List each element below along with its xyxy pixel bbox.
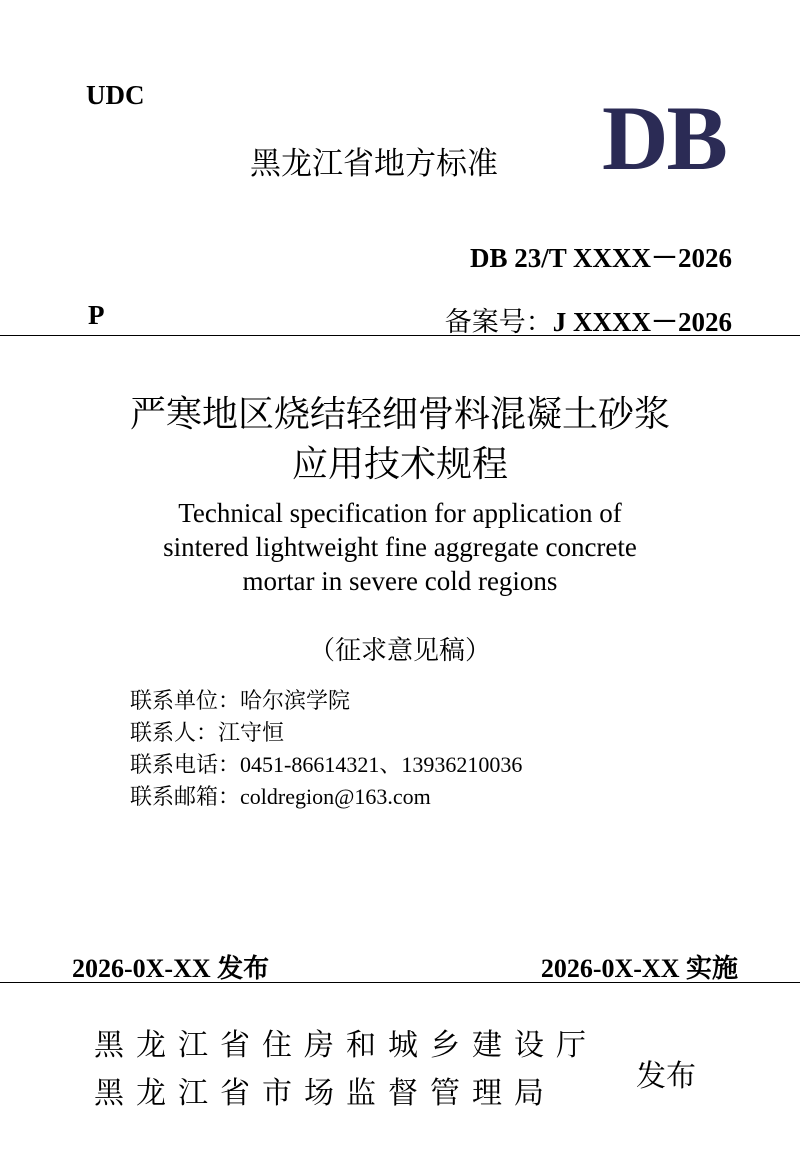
contact-person-label: 联系人：	[130, 721, 219, 746]
title-en-line-1: Technical specification for application of	[178, 498, 622, 528]
bottom-divider	[0, 982, 800, 983]
title-cn-line-2: 应用技术规程	[291, 444, 508, 485]
contact-email-value: coldregion@163.com	[240, 784, 431, 809]
contact-email	[130, 780, 431, 811]
issue-label: 发布	[217, 954, 270, 984]
authority-2: 黑龙江省市场监督管理局	[94, 1076, 556, 1111]
udc-label: UDC	[86, 80, 145, 110]
issue-date-value: 2026-0X-XX	[72, 954, 211, 983]
contact-phone-value: 0451-86614321、13936210036	[240, 752, 523, 777]
publish-label: 发布	[636, 1059, 696, 1094]
title-en-line-2: sintered lightweight fine aggregate concrete	[163, 532, 637, 562]
authority-1: 黑龙江省住房和城乡建设厅	[94, 1028, 598, 1063]
contact-unit-label: 联系单位：	[130, 689, 241, 714]
implement-date	[541, 948, 738, 985]
contact-phone	[130, 748, 522, 779]
standard-number: DB 23/T XXXX－2026	[469, 243, 732, 273]
title-en-line-3: mortar in severe cold regions	[242, 566, 558, 596]
standard-type: 黑龙江省地方标准	[250, 146, 498, 182]
record-label: 备案号：	[444, 307, 553, 338]
implement-date-value: 2026-0X-XX	[540, 954, 680, 983]
record-value: J XXXX－2026	[552, 307, 732, 337]
contact-phone-label: 联系电话：	[130, 753, 241, 778]
implement-label: 实施	[685, 954, 738, 984]
top-divider	[0, 335, 800, 336]
issue-date	[72, 948, 269, 985]
title-cn-line-1: 严寒地区烧结轻细骨料混凝土砂浆	[129, 394, 670, 435]
draft-status: （征求意见稿）	[308, 636, 491, 666]
db-logo: DB	[602, 87, 726, 189]
record-number	[445, 300, 732, 339]
contact-person	[130, 716, 284, 747]
contact-person-value: 江守恒	[218, 721, 285, 746]
contact-unit-value: 哈尔滨学院	[240, 689, 351, 714]
contact-unit	[130, 684, 350, 715]
category-code: P	[88, 300, 105, 330]
contact-email-label: 联系邮箱：	[130, 785, 241, 810]
